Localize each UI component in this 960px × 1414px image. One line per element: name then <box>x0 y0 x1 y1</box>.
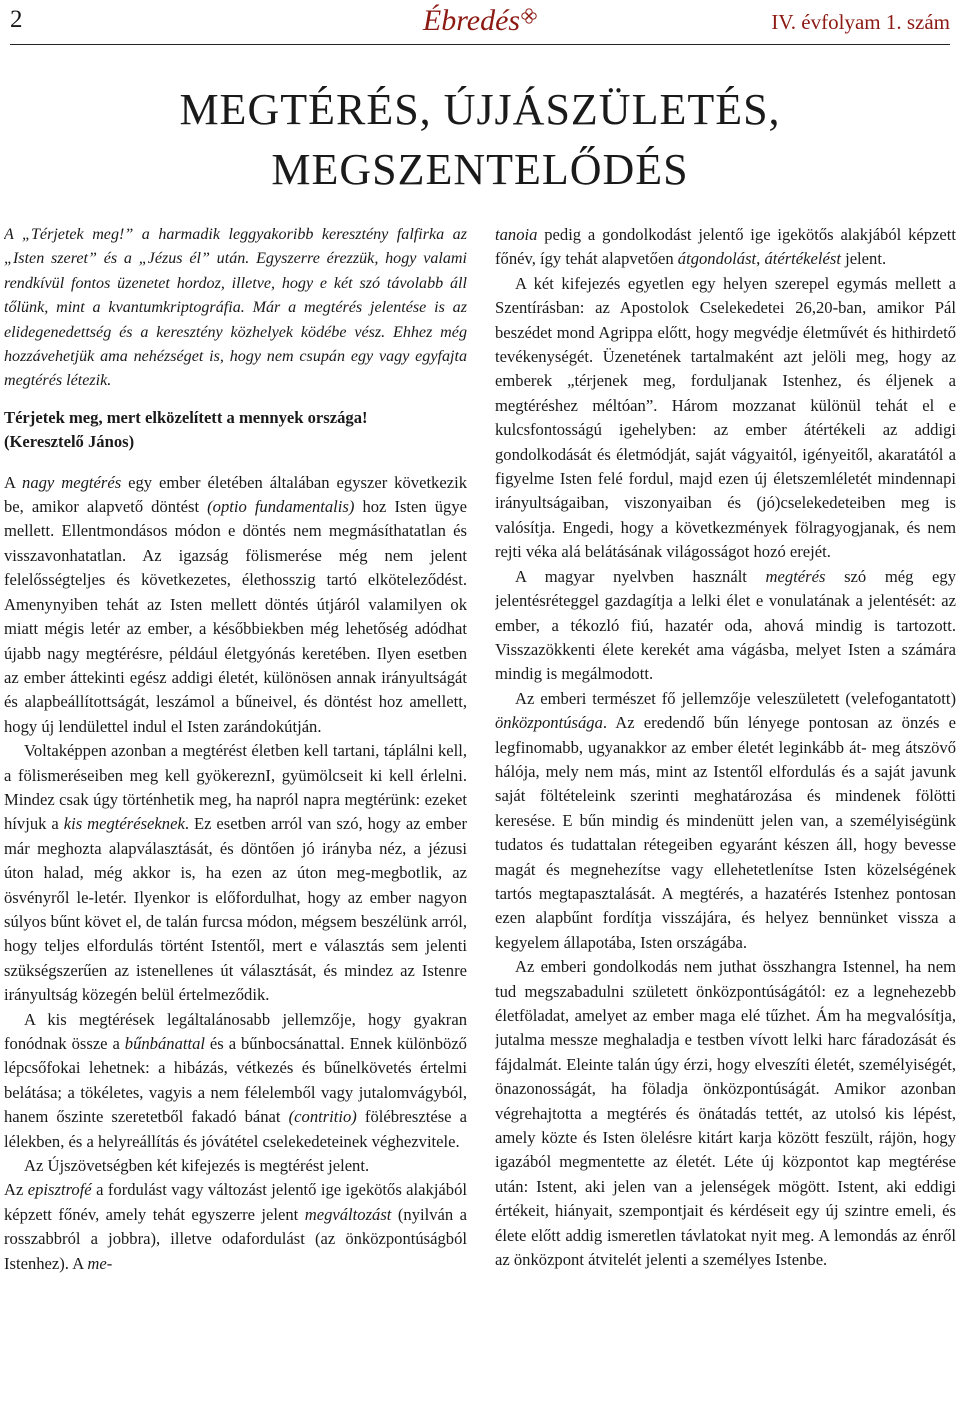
body-paragraph: Az emberi gondolkodás nem juthat összhangra Istennel, ha nem tud megszabadulni született önközpontúságától: ez a legnehezebb életföladat, amelyet az ember maga elé tűzhet. Ám ha megvalósítja, jutalma messze meghaladja e testben vívott lelki harc fáradozását és fájdalmát. Eleinte talán úgy érzi, hogy elveszíti életét, személyiségét, önazonosságát, ha föladja önközpontúságát. Amikor azonban végrehajtotta a megtérés és önátadás tettét, az utolsó kis lépést, amely közte és Isten ölelésre kitárt karja között feszült, rájön, hogy igazából megmentette az életét. Léte új központot kap megtérése után: Istent, aki jelen van a jelenségek mögött. Istent, aki eddigi értékeit, hiányait, szempontjait és kérdéseit egy új szintre emeli, és élete előtt addig ismeretlen távlatokat nyit meg. A lemondás az énről az önközpont átvitelét jelenti a személyes Istenbe. <box>495 957 956 1270</box>
body-paragraph: Az emberi természet fő jellemzője veleszületett (velefogantatott) önközpontúsága. Az eredendő bűn lényege pontosan az önzés e legfinomabb, ugyanakkor az ember életét leginkább át- meg átszövő hálója, mely nem más, mint az Istentől elfordulás és a saját javunk saját föltételeink szerinti meghatározása és mindenek fölötti keresése. E bűn mindig és mindenütt jelen van, a személyiségünk tudatos és tudattalan rétegeiben egyaránt készen áll, hogy bevesse magát és megnehezítse vagy ellehetetlenítse Isten közelségének tartós megtapasztalását. A megtérés, a hazatérés Istenhez pontosan ezen alapbűnt fordítja visszájára, és helyez bennünket vissza a kegyelem állapotába, Isten országába. <box>495 688 956 952</box>
title-line-2: MEGSZENTELŐDÉS <box>271 145 689 194</box>
body-paragraph: Az Újszövetségben két kifejezés is megtérést jelent. <box>24 1156 370 1176</box>
body-paragraph: tanoia pedig a gondolkodást jelentő ige igekötős alakjából képzett főnév, így tehát alapvetően átgondolást, átértékelést jelent. <box>495 225 956 269</box>
title-line-1: MEGTÉRÉS, ÚJJÁSZÜLETÉS, <box>179 85 781 134</box>
motto-source: (Keresztelő János) <box>4 432 135 452</box>
article-title <box>0 80 960 200</box>
body-paragraph: A magyar nyelvben használt megtérés szó még egy jelentésréteggel gazdagítja a lelki élet e vonulatának a jelentését: az ember, a tékozló fiú, hazatér oda, ahová mindig is tartozott. Visszazökkenti élete kerekét ama vágásba, melyet Isten a számára mindig is megálmodott. <box>495 566 956 684</box>
lead-paragraph: A „Térjetek meg!” a harmadik leggyakoribb keresztény falfirka az „Isten szeret” és a „Jézus él” után. Egyszerre érezzük, hogy valami rendkívül fontos üzenetet hordoz, illetve, hogy e két szó távolabb áll tőlünk, mint a kvantumkriptográfia. Már a megtérés jelentése is az elidegenedettség és a keresztény közhelyek ködébe vész. Ehhez még hozzávehetjük ama nehézséget is, hogy nem csupán egy vagy egyfajta megtérés létezik. <box>4 226 467 390</box>
body-paragraph: A két kifejezés egyetlen egy helyen szerepel egymás mellett a Szentírásban: az Apostolok Cselekedetei 26,20-ban, amikor Pál beszédet mond Agrippa előtt, hogy megvédje életművét és hithirdető tevékenységét. Üzenetének tartalmaként azt jelöli meg, hogy az emberek „térjenek meg, forduljanak Istenhez, és éljenek a megtéréshez méltóan”. Három mozzanat különül tehát el e kulcsfontosságú igehelyben: az ember átértékeli az addigi gondolkodását és életmódját, saját vágyaitól, igényeitől, akaratától a figyelme Isten felé fordul, majd ezen új életszemléletét mindennapi irányultságaiban, viszonyaiban és (jó)cselekedeteiben meg is valósítja. Engedi, hogy a következmények fölragyogjanak, és nem rejti véka alá belátásának világosságot hozó erejét. <box>495 273 956 562</box>
page-header <box>10 4 950 45</box>
body-paragraph: A nagy megtérés egy ember életében általában egyszer következik be, amikor alapvető döntést (optio fundamentalis) hoz Isten ügye mellett. Ellentmondásos módon e döntés nem megmásíthatatlan és visszavonhatatlan. Az igazság fölismerése még nem jelent felelősségteljes és következetes, élethosszig tartó elköteleződést. Amenynyiben tehát az Isten mellett döntés útjáról valamilyen ok miatt mégis letér az ember, a későbbiekben még lehetőség adódhat újabb nagy megtérésre, például életgyónás keretében. Ilyen esetben az ember áttekinti egész addigi életét, különösen annak irányultságát és alapbeállítottságát, leszámol a bűneivel, és döntést hoz amellett, hogy új lendülettel indul el Isten zarándokútján. <box>4 472 467 736</box>
volume-label: IV. évfolyam 1. szám <box>771 10 950 34</box>
motto-quote: Térjetek meg, mert elközelített a mennyek országa! <box>4 407 368 427</box>
motto <box>4 406 467 455</box>
right-column <box>495 223 956 1414</box>
body-paragraph: A kis megtérések legáltalánosabb jellemzője, hogy gyakran fonódnak össze a bűnbánattal és a bűnbocsánattal. Ennek különböző lépcsőfokai lehetnek: a hibázás, vétkezés és bűnelkövetés értelmi belátása; a tökéletes, vagyis a nem félelemből vagy jutalomvágyból, hanem őszinte szeretetből fakadó bánat (contritio) fölébresztése a lélekben, és a helyreállítás és jóvátétel cselekedeteinek véghezvitele. <box>4 1009 467 1151</box>
page-number: 2 <box>10 6 23 33</box>
left-column <box>4 223 467 1414</box>
flower-ornament-icon <box>521 8 537 24</box>
body-paragraph: Az episztrofé a fordulást vagy változást jelentő ige igekötős alakjából képzett főnév, amely tehát egyszerre jelent megváltozást (nyilván a rosszabbról a jobbra), illetve odafordulást (az önközpontúságból Istenhez). A me- <box>4 1180 467 1273</box>
body-paragraph: Voltaképpen azonban a megtérést életben kell tartani, táplálni kell, a fölismeréseiben meg kell gyökereznI, gyümölcseit ki kell érlelni. Mindez csak úgy történhetik meg, ha napról napra megtérünk: ezeket hívjuk a kis megtéréseknek. Ez esetben arról van szó, hogy az ember már meghozta alapválasztását, és döntően jó irányba néz, a jézusi úton halad, még akkor is, ha ezen az úton meg-megbotlik, az ösvényről le-letér. Ilyenkor is előfordulhat, hogy az ember nagyon súlyos bűnt követ el, de talán furcsa módon, mégsem beszélünk arról, hogy teljes elfordulás történt Istentől, mert e választás sem jelenti szükségszerűen az istenellenes út választását, és mindez az Istenre irányultság közegén belül értelmeződik. <box>4 741 467 1005</box>
brand-name: Ébredés <box>422 4 521 37</box>
